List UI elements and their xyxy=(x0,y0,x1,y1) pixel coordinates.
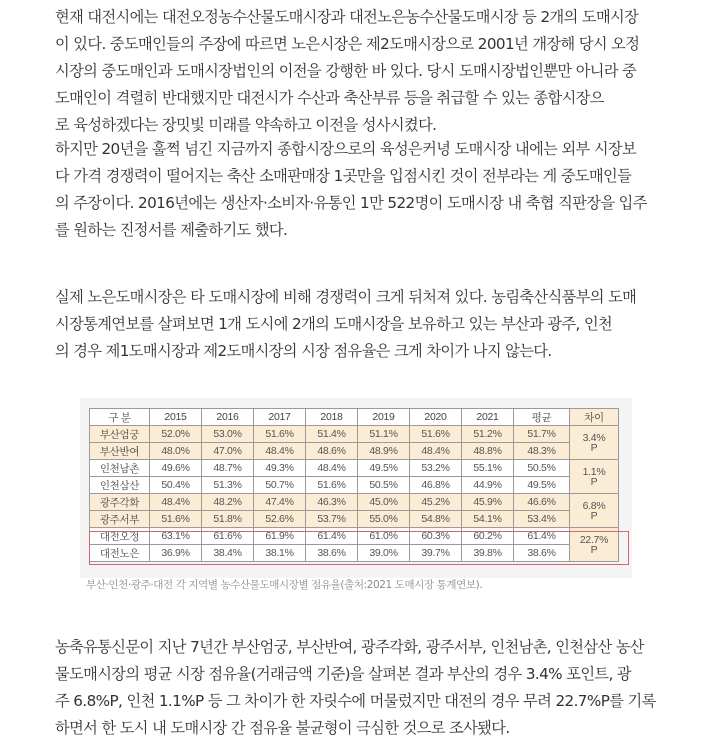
text-line: 의 주장이다. 2016년에는 생산자·소비자·유통인 1만 522명이 도매시장 내 축협 직판장을 입주 xyxy=(55,194,647,212)
cell: 48.4% xyxy=(254,443,306,460)
cell: 51.2% xyxy=(462,426,514,443)
cell: 48.7% xyxy=(202,460,254,477)
cell: 46.3% xyxy=(306,494,358,511)
cell-average: 51.7% xyxy=(514,426,570,443)
cell: 48.6% xyxy=(306,443,358,460)
cell: 39.8% xyxy=(462,545,514,562)
cell: 48.4% xyxy=(150,494,202,511)
cell: 49.3% xyxy=(254,460,306,477)
cell: 39.0% xyxy=(358,545,410,562)
header-cell: 2017 xyxy=(254,409,306,426)
cell: 48.4% xyxy=(306,460,358,477)
cell: 48.0% xyxy=(150,443,202,460)
cell: 51.6% xyxy=(150,511,202,528)
cell: 50.7% xyxy=(254,477,306,494)
row-label: 대전노은 xyxy=(90,545,150,562)
cell: 48.9% xyxy=(358,443,410,460)
cell-average: 46.6% xyxy=(514,494,570,511)
difference-unit: P xyxy=(590,475,598,488)
difference-value: 22.7% xyxy=(579,533,609,546)
row-label: 광주서부 xyxy=(90,511,150,528)
cell-average: 49.5% xyxy=(514,477,570,494)
cell-average: 38.6% xyxy=(514,545,570,562)
paragraph-3 xyxy=(55,284,659,365)
table-row xyxy=(90,545,619,562)
cell: 45.2% xyxy=(410,494,462,511)
cell: 61.9% xyxy=(254,528,306,545)
cell: 48.4% xyxy=(410,443,462,460)
cell: 51.6% xyxy=(410,426,462,443)
text-line: 시장통계연보를 살펴보면 1개 도시에 2개의 도매시장을 보유하고 있는 부산과 광주, 인천 xyxy=(55,315,613,333)
cell: 38.6% xyxy=(306,545,358,562)
row-label: 부산반여 xyxy=(90,443,150,460)
cell-difference xyxy=(570,528,619,562)
cell: 48.8% xyxy=(462,443,514,460)
text-line: 물도매시장의 평균 시장 점유율(거래금액 기준)을 살펴본 결과 부산의 경우 3.4% 포인트, 광 xyxy=(55,665,631,683)
cell-average: 61.4% xyxy=(514,528,570,545)
difference-unit: P xyxy=(590,509,598,522)
text-line: 하면서 한 도시 내 도매시장 간 점유율 불균형이 극심한 것으로 조사됐다. xyxy=(55,719,510,737)
cell: 47.4% xyxy=(254,494,306,511)
table-row xyxy=(90,494,619,511)
text-line: 다 가격 경쟁력이 떨어지는 축산 소매판매장 1곳만을 입점시킨 것이 전부라는 게 중도매인들 xyxy=(55,167,632,185)
cell: 45.9% xyxy=(462,494,514,511)
cell-average: 53.4% xyxy=(514,511,570,528)
table-row xyxy=(90,426,619,443)
row-label: 광주각화 xyxy=(90,494,150,511)
cell-average: 48.3% xyxy=(514,443,570,460)
cell: 53.7% xyxy=(306,511,358,528)
cell: 54.8% xyxy=(410,511,462,528)
cell: 38.1% xyxy=(254,545,306,562)
text-line: 이 있다. 중도매인들의 주장에 따르면 노은시장은 제2도매시장으로 2001년 개장해 당시 오정 xyxy=(55,35,640,53)
cell: 61.4% xyxy=(306,528,358,545)
cell: 61.6% xyxy=(202,528,254,545)
cell: 46.8% xyxy=(410,477,462,494)
difference-unit: P xyxy=(590,441,598,454)
text-line: 시장의 중도매인과 도매시장법인의 이전을 강행한 바 있다. 당시 도매시장법인뿐만 아니라 중 xyxy=(55,62,637,80)
text-line: 농축유통신문이 지난 7년간 부산엄궁, 부산반여, 광주각화, 광주서부, 인천남촌, 인천삼산 농산 xyxy=(55,638,644,656)
row-label: 인천남촌 xyxy=(90,460,150,477)
cell: 53.0% xyxy=(202,426,254,443)
table-row xyxy=(90,477,619,494)
paragraph-4 xyxy=(55,634,659,742)
header-cell: 2021 xyxy=(462,409,514,426)
row-label: 인천삼산 xyxy=(90,477,150,494)
cell: 60.3% xyxy=(410,528,462,545)
header-cell: 2020 xyxy=(410,409,462,426)
cell: 50.5% xyxy=(358,477,410,494)
cell: 60.2% xyxy=(462,528,514,545)
cell: 50.4% xyxy=(150,477,202,494)
header-cell: 2019 xyxy=(358,409,410,426)
cell: 47.0% xyxy=(202,443,254,460)
cell: 45.0% xyxy=(358,494,410,511)
cell-difference xyxy=(570,494,619,528)
text-line: 의 경우 제1도매시장과 제2도매시장의 시장 점유율은 크게 차이가 나지 않는다. xyxy=(55,342,552,360)
cell: 52.0% xyxy=(150,426,202,443)
cell: 48.2% xyxy=(202,494,254,511)
cell: 51.1% xyxy=(358,426,410,443)
cell: 53.2% xyxy=(410,460,462,477)
difference-value: 3.4% xyxy=(582,431,606,444)
cell-difference xyxy=(570,460,619,494)
table-row xyxy=(90,460,619,477)
cell: 61.0% xyxy=(358,528,410,545)
row-label: 대전오정 xyxy=(90,528,150,545)
cell-difference xyxy=(570,426,619,460)
cell: 52.6% xyxy=(254,511,306,528)
cell: 39.7% xyxy=(410,545,462,562)
text-line: 하지만 20년을 훌쩍 넘긴 지금까지 종합시장으로의 육성은커녕 도매시장 내에는 외부 시장보 xyxy=(55,140,637,158)
cell: 44.9% xyxy=(462,477,514,494)
header-cell: 평균 xyxy=(514,409,570,426)
cell: 38.4% xyxy=(202,545,254,562)
cell: 55.1% xyxy=(462,460,514,477)
cell: 49.6% xyxy=(150,460,202,477)
header-cell: 2015 xyxy=(150,409,202,426)
text-line: 현재 대전시에는 대전오정농수산물도매시장과 대전노은농수산물도매시장 등 2개의 도매시장 xyxy=(55,8,639,26)
cell: 51.6% xyxy=(254,426,306,443)
text-line: 주 6.8%P, 인천 1.1%P 등 그 차이가 한 자릿수에 머물렀지만 대전의 경우 무려 22.7%P를 기록 xyxy=(55,692,656,710)
cell: 54.1% xyxy=(462,511,514,528)
header-cell: 구 분 xyxy=(90,409,150,426)
paragraph-2 xyxy=(55,136,659,244)
text-line: 도매인이 격렬히 반대했지만 대전시가 수산과 축산부류 등을 취급할 수 있는 종합시장으 xyxy=(55,89,604,107)
difference-value: 6.8% xyxy=(582,499,606,512)
table-row xyxy=(90,511,619,528)
cell: 51.3% xyxy=(202,477,254,494)
cell: 63.1% xyxy=(150,528,202,545)
difference-unit: P xyxy=(590,543,598,556)
cell: 51.4% xyxy=(306,426,358,443)
table-row xyxy=(90,443,619,460)
text-line: 실제 노은도매시장은 타 도매시장에 비해 경쟁력이 크게 뒤처져 있다. 농림축산식품부의 도매 xyxy=(55,288,637,306)
cell: 49.5% xyxy=(358,460,410,477)
cell: 51.6% xyxy=(306,477,358,494)
cell: 55.0% xyxy=(358,511,410,528)
header-cell: 2016 xyxy=(202,409,254,426)
row-label: 부산엄궁 xyxy=(90,426,150,443)
market-share-table xyxy=(89,408,619,562)
cell: 51.8% xyxy=(202,511,254,528)
difference-value: 1.1% xyxy=(582,465,606,478)
text-line: 로 육성하겠다는 장밋빛 미래를 약속하고 이전을 성사시켰다. xyxy=(55,116,437,134)
text-line: 를 원하는 진정서를 제출하기도 했다. xyxy=(55,221,288,239)
table-caption: 부산·인천·광주·대전 각 지역별 농수산물도매시장별 점유율(출처:2021 도매시장 통계연보). xyxy=(86,579,483,591)
cell: 36.9% xyxy=(150,545,202,562)
header-cell-difference: 차이 xyxy=(570,409,619,426)
header-cell: 2018 xyxy=(306,409,358,426)
table-row xyxy=(90,528,619,545)
paragraph-1 xyxy=(55,4,659,139)
table-header-row xyxy=(90,409,619,426)
cell-average: 50.5% xyxy=(514,460,570,477)
